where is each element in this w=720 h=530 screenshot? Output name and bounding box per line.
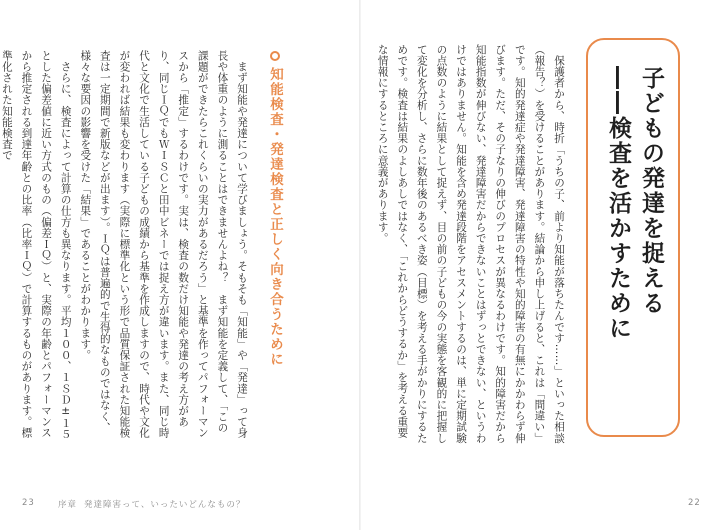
section-heading <box>258 45 298 425</box>
chapter-label: 序章 <box>58 500 78 510</box>
heading-bullet-icon <box>270 51 280 61</box>
left-page-body <box>0 50 251 444</box>
page-title <box>601 66 667 406</box>
title-line-2: ――検査を活かすために <box>605 66 631 341</box>
title-line-1: 子どもの発達を捉える <box>638 66 664 316</box>
right-page-body: 保護者から、時折「うちの子、前より知能が落ちたんです……」といった相談（報告？）を受けることがあります。結論から申し上げると、これは「間違い」です。知的発達症や発達障害、発達障害の特性や知的障害の有無にかかわらず伸びます。ただ、その子なりの伸びのプロセスが異なるわけです。知的障害だから知能指数が伸びない、発達障害だからできないことはずっとできない、というわけではありません。知能を含め発達段階をアセスメントするのは、単に定期試験の点数のように結果として捉えず、目の前の子どもの今の実態を客観的に把握して変化を分析し、さらに数年後のあるべき姿（目標）を考える手がかりにするためです。検査は結果のよしあしではなく、「これからどうするか」を考える重要な情報にするところに意義があります。 <box>376 44 565 444</box>
section-heading-text: 知能検査・発達検査と正しく向き合うために <box>267 67 283 367</box>
right-page-number: 22 <box>688 498 701 508</box>
running-title: 発達障害って、いったいどんなもの？ <box>84 500 246 510</box>
left-paragraph-2: さらに、検査によって計算の仕方も異なります。平均１００、１ＳＤ±１５とした偏差値に近い方式のもの（偏差ＩＱ）と、実際の年齢とパフォーマンスから推定される到達年齢との比率（比率ＩＱ）で計算するものがあります。標準化された知能検査で <box>0 50 72 440</box>
left-paragraph-1: まず知能や発達について学びましょう。そもそも「知能」や「発達」って身長や体重のように測ることはできませんよね？ まず知能を定義して、「この課題ができたらこれくらいの実力があるだろう」と基準を作ってパフォーマンスから「推定」するわけです。実は、検査の数だけ知能や発達の考え方があり、同じＩＱでもＷＩＳＣと田中ビネーでは捉え方が違います。また、同じ時代と文化で生活している子どもの成績から基準を作成しますので、時代や文化が変われば結果も変わります（実際に標準化という形で品質保証された知能検査は一定期間で新版などが出ます）。ＩＱは普遍的で生得的なものではなく、様々な要因の影響を受けた「結果」であることがわかります。 <box>79 50 248 439</box>
page-gutter <box>359 0 361 530</box>
left-page-number: 23 <box>22 498 35 508</box>
